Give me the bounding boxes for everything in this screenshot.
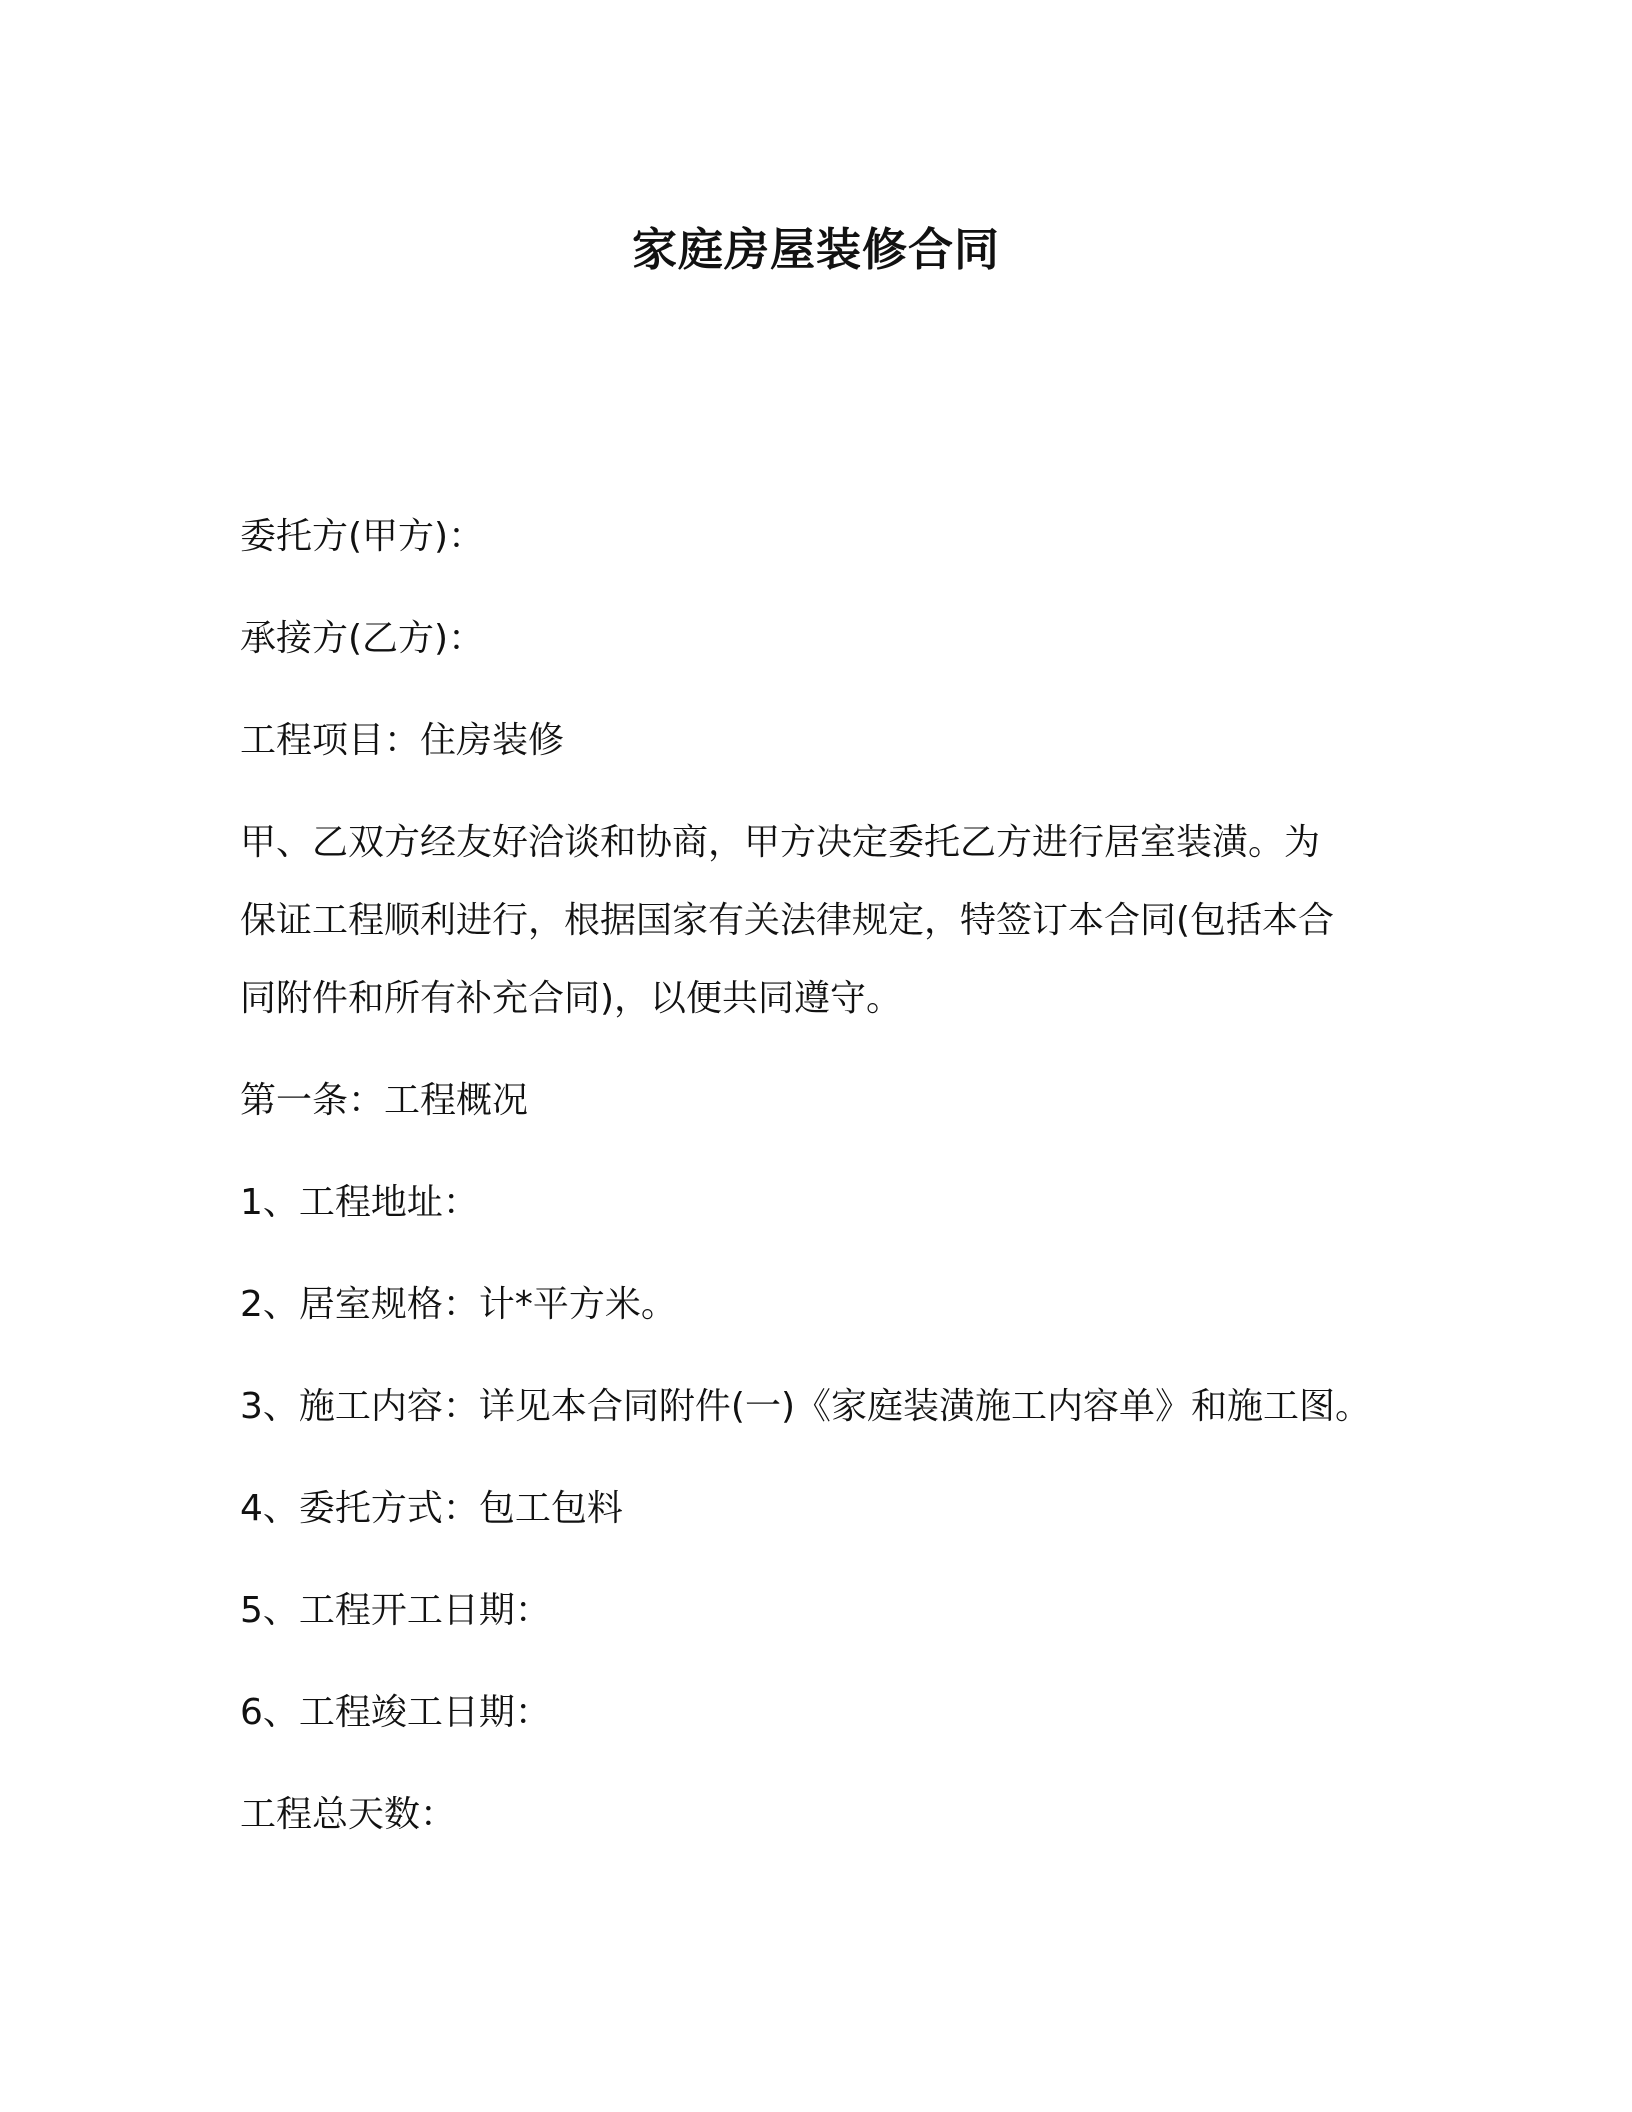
intro-line-2: 保证工程顺利进行，根据国家有关法律规定，特签订本合同(包括本合 <box>240 900 1335 941</box>
item-2: 2、居室规格：计*平方米。 <box>240 1284 677 1325</box>
item-1: 1、工程地址： <box>240 1182 479 1223</box>
document-title: 家庭房屋装修合同 <box>631 223 1000 276</box>
intro-paragraph <box>240 804 1420 1038</box>
party-a-line: 委托方(甲方)： <box>240 516 485 557</box>
item-6: 6、工程竣工日期： <box>240 1692 551 1733</box>
intro-line-3: 同附件和所有补充合同)，以便共同遵守。 <box>240 978 903 1019</box>
article-1-heading: 第一条：工程概况 <box>240 1080 529 1121</box>
intro-line-1: 甲、乙双方经友好洽谈和协商，甲方决定委托乙方进行居室装潢。为 <box>240 822 1321 863</box>
item-3: 3、施工内容：详见本合同附件(一)《家庭装潢施工内容单》和施工图。 <box>240 1386 1371 1427</box>
item-4: 4、委托方式：包工包料 <box>240 1488 623 1529</box>
project-line: 工程项目：住房装修 <box>240 720 565 761</box>
party-b-line: 承接方(乙方)： <box>240 618 485 659</box>
document-body <box>240 498 1420 1878</box>
total-days-line: 工程总天数： <box>240 1794 457 1835</box>
item-5: 5、工程开工日期： <box>240 1590 551 1631</box>
